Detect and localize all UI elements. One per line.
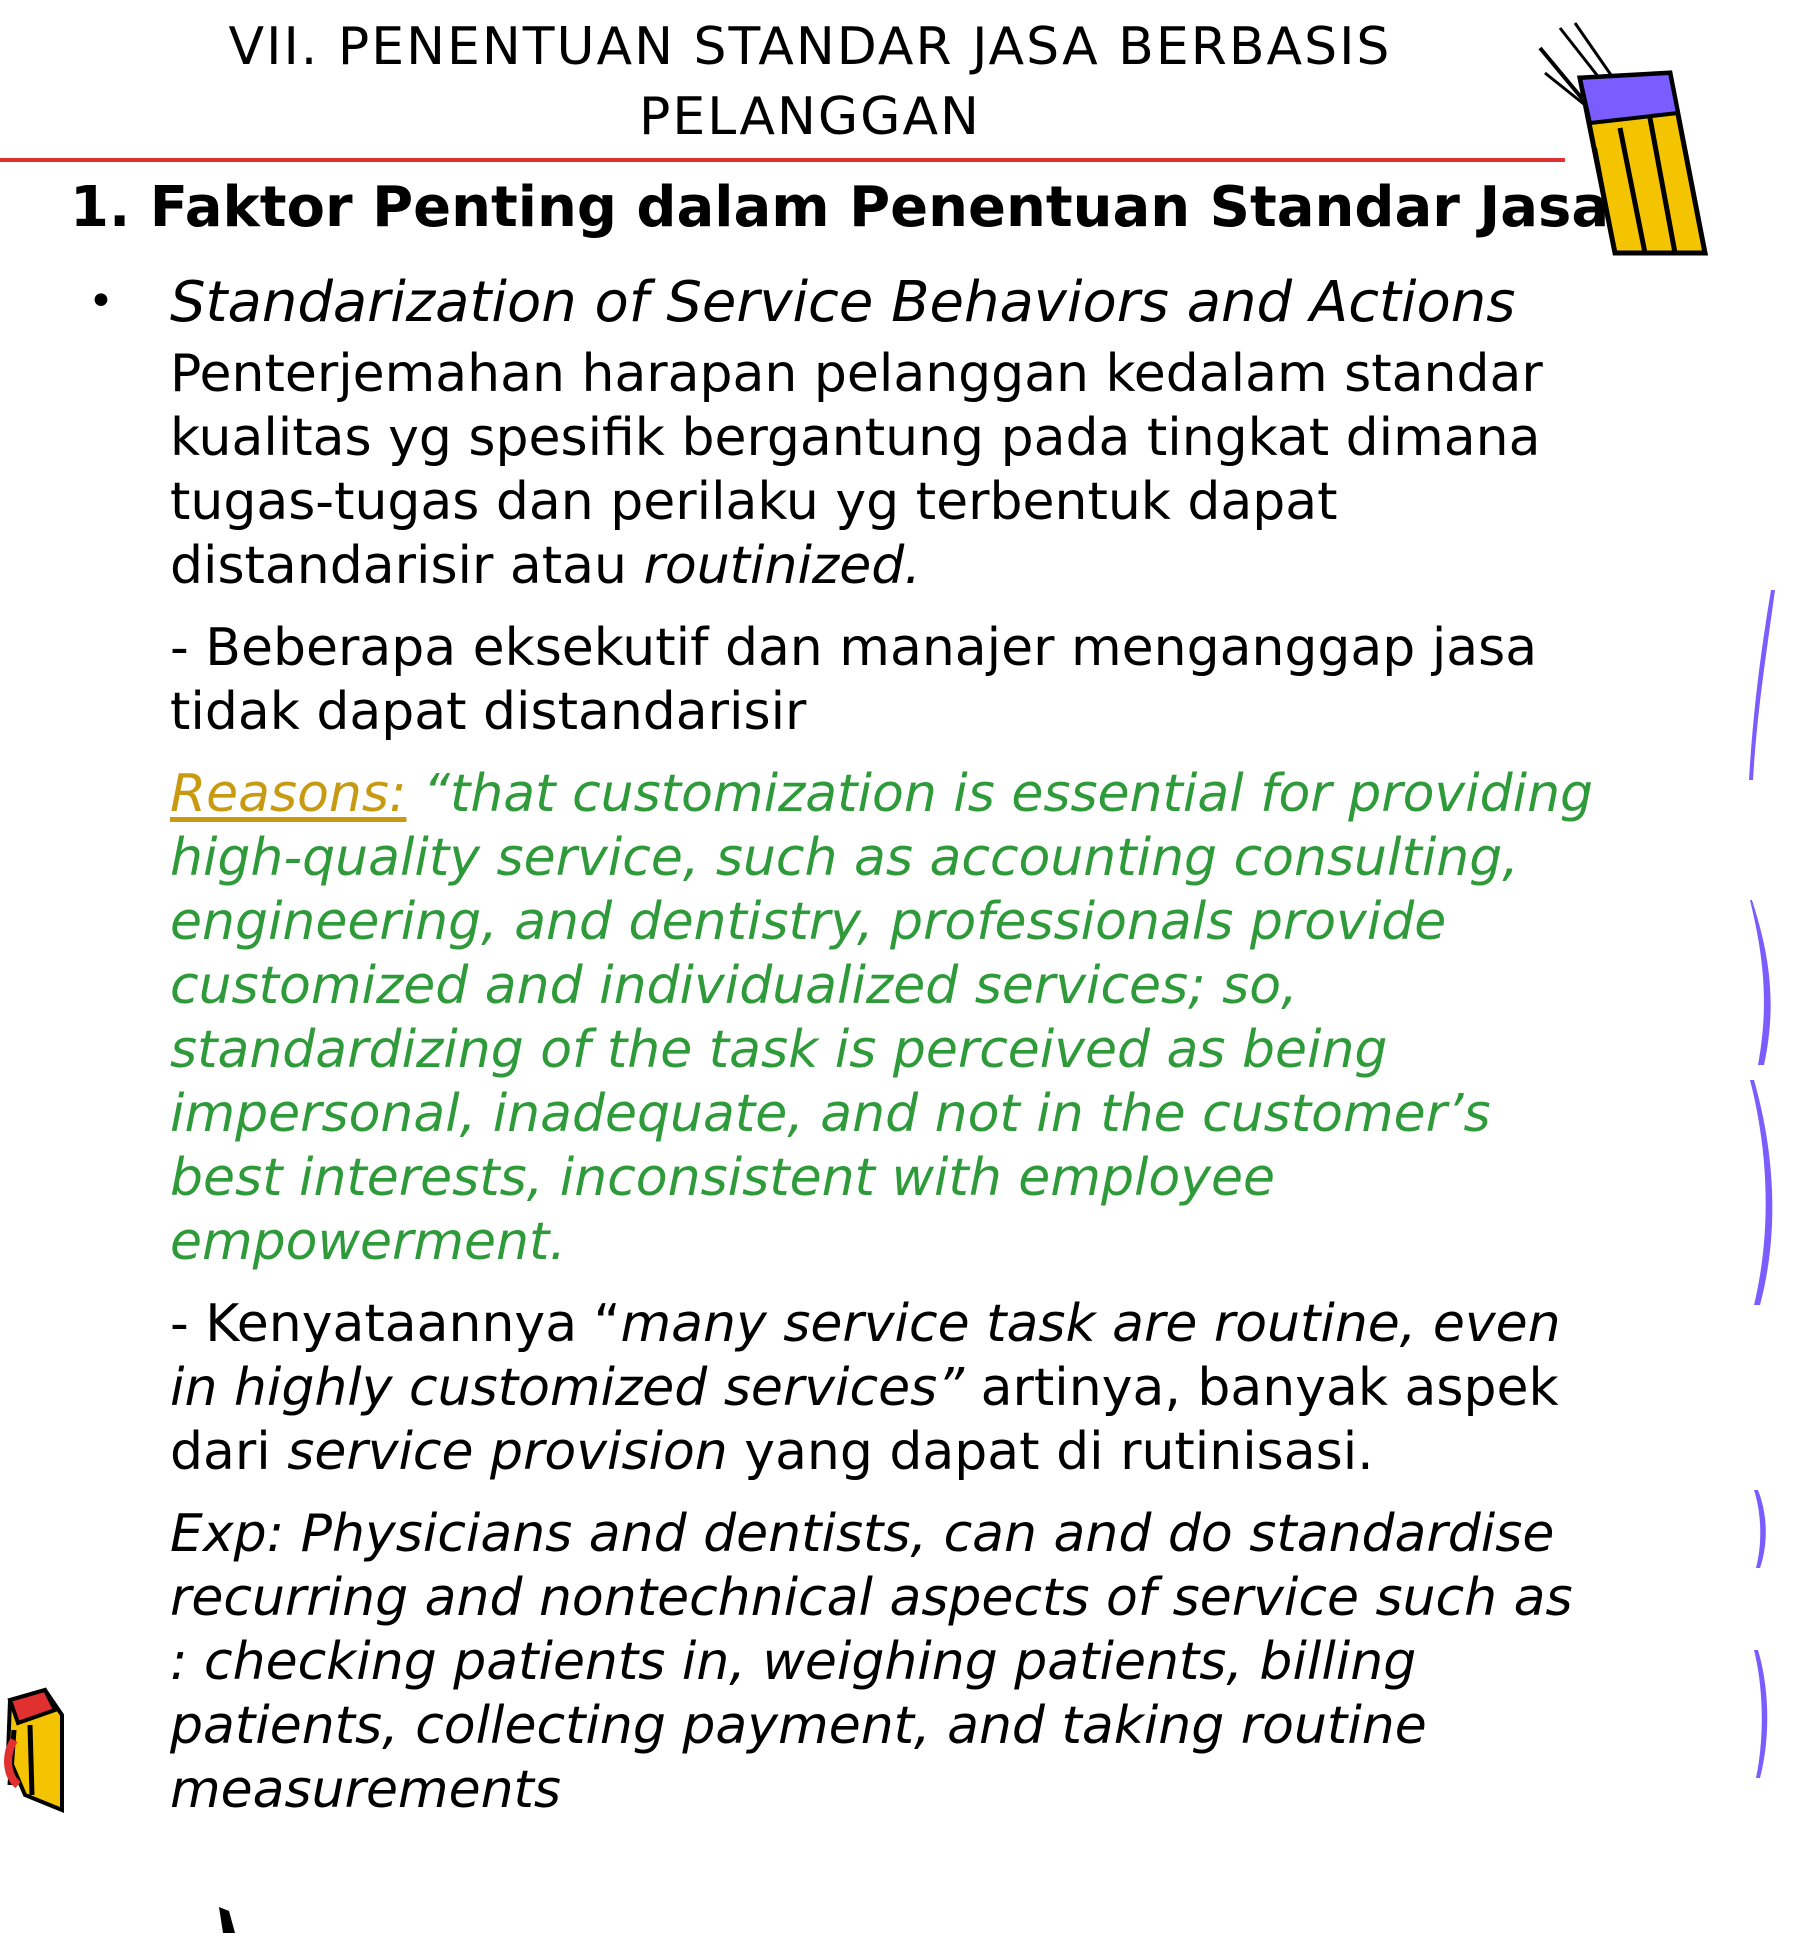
text-line: tidak dapat distandarisir	[170, 682, 807, 742]
paragraph-reasons	[170, 762, 1740, 1274]
text-run: distandarisir atau	[170, 536, 644, 596]
text-line	[170, 1292, 1740, 1356]
decorative-swoosh	[1750, 1080, 1790, 1310]
reasons-line: impersonal, inadequate, and not in the customer’s	[170, 1084, 1491, 1144]
paragraph-definition	[170, 342, 1740, 598]
decorative-swoosh	[1752, 1650, 1782, 1780]
reasons-line: empowerment.	[170, 1212, 566, 1272]
decorative-mark	[215, 1905, 239, 1935]
decorative-swoosh	[1752, 1490, 1782, 1570]
title-line-2: PELANGGAN	[639, 87, 981, 147]
text-line: - Beberapa eksekutif dan manajer menganggap jasa	[170, 618, 1538, 678]
section-subtitle: 1. Faktor Penting dalam Penentuan Standar Jasa	[70, 175, 1610, 240]
text-line	[170, 534, 1740, 598]
reasons-line: customized and individualized services; so,	[170, 956, 1298, 1016]
reasons-label: Reasons:	[170, 764, 407, 824]
paragraph-example	[170, 1502, 1740, 1822]
text-run: dari	[170, 1422, 288, 1482]
italic-quote: in highly customized services”	[170, 1358, 965, 1418]
text-run: - Kenyataannya “	[170, 1294, 621, 1354]
reasons-line: best interests, inconsistent with employee	[170, 1148, 1275, 1208]
example-line: recurring and nontechnical aspects of service such as	[170, 1568, 1573, 1628]
reasons-line: engineering, and dentistry, professionals provide	[170, 892, 1447, 952]
crayon-icon	[0, 1685, 70, 1815]
example-line: patients, collecting payment, and taking routine	[170, 1696, 1427, 1756]
italic-term: service provision	[287, 1422, 728, 1482]
bullet-content	[170, 268, 1740, 1840]
bullet-heading: Standarization of Service Behaviors and Actions	[170, 270, 1516, 335]
example-line: Exp: Physicians and dentists, can and do standardise	[170, 1504, 1555, 1564]
text-line: Penterjemahan harapan pelanggan kedalam standar	[170, 344, 1543, 404]
italic-term: routinized.	[643, 536, 921, 596]
example-line: measurements	[170, 1760, 562, 1820]
reasons-line: high-quality service, such as accounting consulting,	[170, 828, 1519, 888]
text-line: kualitas yg spesifik bergantung pada tingkat dimana	[170, 408, 1541, 468]
text-run: yang dapat di rutinisasi.	[727, 1422, 1374, 1482]
reasons-line: standardizing of the task is perceived as being	[170, 1020, 1388, 1080]
slide-title	[60, 12, 1560, 152]
example-line: : checking patients in, weighing patients, billing	[170, 1632, 1417, 1692]
text-line	[170, 1420, 1740, 1484]
title-line-1: VII. PENENTUAN STANDAR JASA BERBASIS	[228, 17, 1392, 77]
reasons-text: “that customization is essential for providing	[406, 764, 1594, 824]
italic-quote: many service task are routine, even	[620, 1294, 1561, 1354]
paragraph-opinion	[170, 616, 1740, 744]
decorative-swoosh	[1745, 590, 1785, 790]
text-line: tugas-tugas dan perilaku yg terbentuk dapat	[170, 472, 1338, 532]
decorative-swoosh	[1748, 900, 1788, 1070]
title-divider	[0, 158, 1565, 162]
text-run: artinya, banyak aspek	[964, 1358, 1559, 1418]
text-line	[170, 1356, 1740, 1420]
text-line	[170, 762, 1740, 826]
paragraph-fact	[170, 1292, 1740, 1484]
bullet-marker: •	[88, 276, 114, 327]
